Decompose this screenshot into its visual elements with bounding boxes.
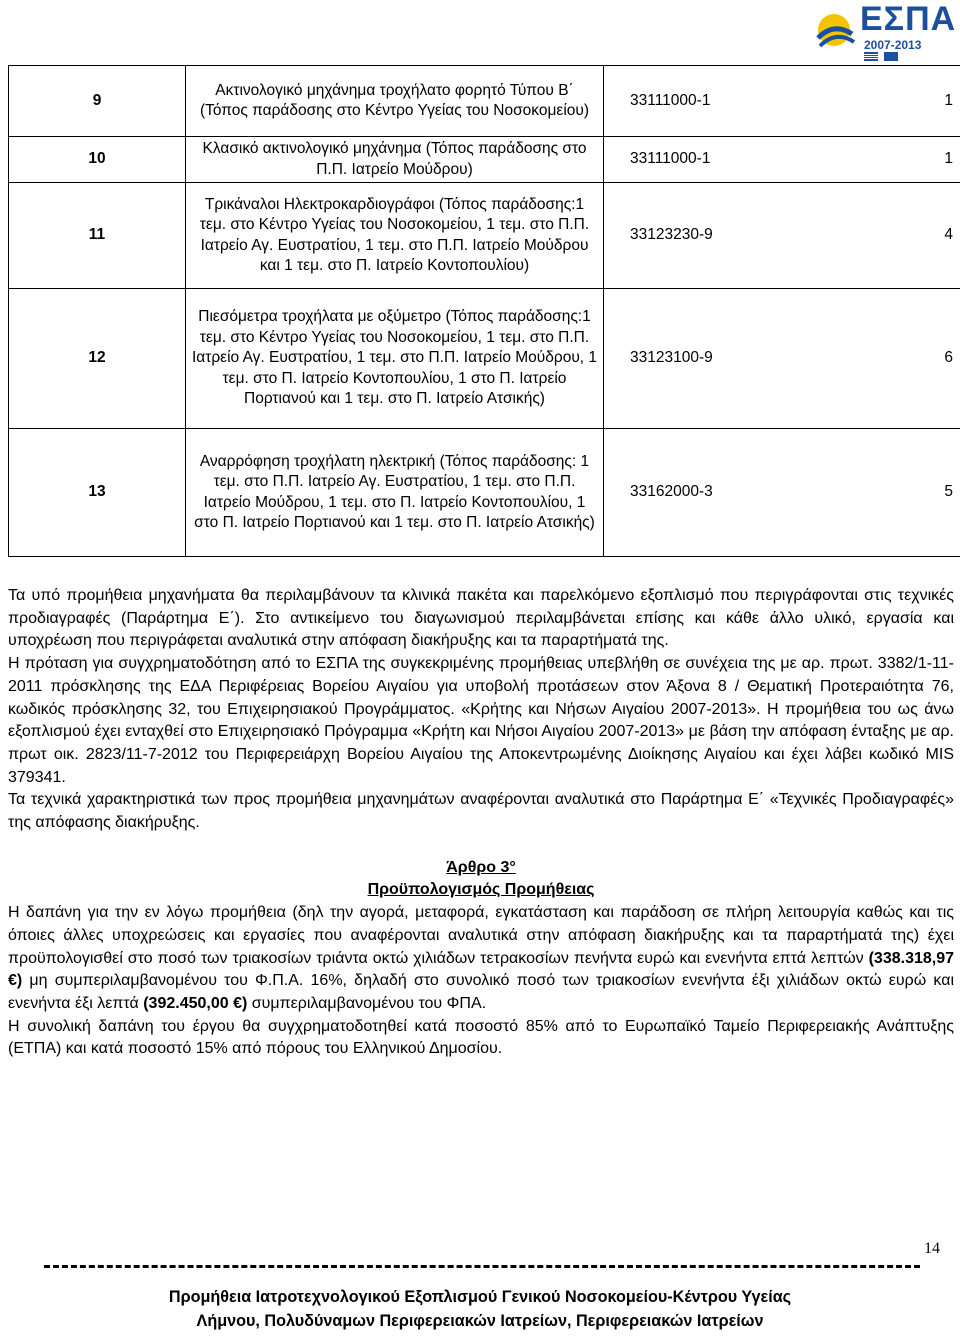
item-code-cell (604, 183, 960, 289)
item-quantity: 5 (944, 483, 953, 501)
item-description: Κλασικό ακτινολογικό μηχάνημα (Τόπος παράδοσης στο Π.Π. Ιατρείο Μούδρου) (186, 137, 604, 183)
page-number: 14 (924, 1240, 940, 1257)
greek-flag-icon (864, 52, 878, 61)
item-number: 12 (9, 289, 186, 429)
item-description: Ακτινολογικό μηχάνημα τροχήλατο φορητό Τύπου Β΄ (Τόπος παράδοσης στο Κέντρο Υγείας του Νοσοκομείου) (186, 66, 604, 137)
logo-years: 2007-2013 (864, 38, 922, 52)
item-cpv-code: 33162000-3 (630, 483, 713, 501)
footer-line-2: Λήμνου, Πολυδύναμων Περιφερειακών Ιατρείων, Περιφερειακών Ιατρείων (196, 1312, 764, 1330)
item-cpv-code: 33111000-1 (630, 91, 711, 109)
item-quantity: 1 (944, 91, 953, 109)
espa-logo (808, 0, 960, 64)
item-quantity: 4 (944, 226, 953, 244)
page-footer (0, 1285, 960, 1333)
paragraph-specs: Τα τεχνικά χαρακτηριστικά των προς προμήθεια μηχανημάτων αναφέρονται αναλυτικά στο Παράρτημα Ε΄ «Τεχνικές Προδιαγραφές» της απόφασης διακήρυξης. (8, 791, 954, 832)
table-row (9, 429, 960, 557)
table-row (9, 289, 960, 429)
item-description: Τρικάναλοι Ηλεκτροκαρδιογράφοι (Τόπος παράδοσης:1 τεμ. στο Κέντρο Υγείας του Νοσοκομείου, 1 τεμ. στο Π.Π. Ιατρείο Αγ. Ευστρατίου, 1 τεμ. στο Π.Π. Ιατρείο Μούδρου και 1 τεμ. στο Π. Ιατρείο Κοντοπουλίου) (186, 183, 604, 289)
footer-divider (44, 1265, 920, 1268)
paragraph-scope: Τα υπό προμήθεια μηχανήματα θα περιλαμβάνουν τα κλινικά πακέτα και παρελκόμενο εξοπλισμό που περιγράφονται στις τεχνικές προδιαγραφές (Παράρτημα Ε΄). Στο αντικείμενο του διαγωνισμού περιλαμβάνεται επίσης και κάθε άλλο υλικό, εργασία και υποχρέωση που περιγράφεται αναλυτικά στην απόφαση διακήρυξης και τα παραρτήματά της. (8, 587, 954, 650)
item-number: 9 (9, 66, 186, 137)
footer-line-1: Προμήθεια Ιατροτεχνολογικού Εξοπλισμού Γενικού Νοσοκομείου-Κέντρου Υγείας (168, 1288, 792, 1306)
budget-text-b: μη συμπεριλαμβανομένου του Φ.Π.Α. 16%, δηλαδή στο συνολικό ποσό των τριακοσίων ενενήντα έξι χιλιάδων οκτώ ευρώ και ενενήντα έξι λεπτά (8, 972, 954, 1012)
espa-emblem-icon (808, 0, 860, 64)
item-cpv-code: 33123230-9 (630, 226, 713, 244)
paragraph-budget (8, 902, 954, 1016)
item-number: 10 (9, 137, 186, 183)
table-row (9, 137, 960, 183)
item-code-cell (604, 289, 960, 429)
item-code-cell (604, 429, 960, 557)
item-cpv-code: 33111000-1 (630, 150, 711, 168)
item-description: Πιεσόμετρα τροχήλατα με οξύμετρο (Τόπος παράδοσης:1 τεμ. στο Κέντρο Υγείας του Νοσοκομείου, 1 τεμ. στο Π.Π. Ιατρείο Αγ. Ευστρατίου, 1 τεμ. στο Π.Π. Ιατρείο Μούδρου, 1 τεμ. στο Π. Ιατρείο Κοντοπουλίου, 1 στο Π. Ιατρείο Πορτιανού και 1 τεμ. στο Π. Ιατρείο Ατσικής) (186, 289, 604, 429)
article-subtitle: Προϋπολογισμός Προμήθειας (367, 881, 595, 899)
items-table (8, 65, 960, 557)
table-row (9, 66, 960, 137)
budget-amount-net: (338.318,97 €) (8, 949, 954, 990)
paragraph-funding: Η πρόταση για συγχρηματοδότηση από το ΕΣΠΑ της συγκεκριμένης προμήθειας υπεβλήθη σε συνέχεια της με αρ. πρωτ. 3382/1-11-2011 πρόσκλησης της ΕΔΑ Περιφέρειας Βορείου Αιγαίου για υποβολή προτάσεων στον Άξονα 8 / Θεματική Προτεραιότητα 76, κωδικός πρόσκλησης 32, του Επιχειρησιακού Προγράμματος. «Κρήτης και Νήσων Αιγαίου 2007-2013». Η προμήθεια του ως άνω εξοπλισμού έχει ενταχθεί στο Επιχειρησιακό Πρόγραμμα «Κρήτη και Νήσοι Αιγαίου 2007-2013» με βάση την απόφαση ένταξης με αρ. πρωτ οικ. 2823/11-7-2012 του Περιφερειάρχη Βορείου Αιγαίου της Αποκεντρωμένης Διοίκησης Αιγαίου και έχει λάβει κωδικό MIS 379341. (8, 655, 954, 786)
eu-flag-icon (884, 52, 898, 61)
item-quantity: 1 (944, 150, 953, 168)
item-description: Αναρρόφηση τροχήλατη ηλεκτρική (Τόπος παράδοσης: 1 τεμ. στο Π.Π. Ιατρείο Αγ. Ευστρατίου, 1 τεμ. στο Π.Π. Ιατρείο Μούδρου, 1 τεμ. στο Π. Ιατρείο Κοντοπουλίου, 1 στο Π. Ιατρείο Πορτιανού και 1 τεμ. στο Π. Ιατρείο Ατσικής) (186, 429, 604, 557)
item-code-cell (604, 137, 960, 183)
item-number: 13 (9, 429, 186, 557)
item-quantity: 6 (944, 349, 953, 367)
item-code-cell (604, 66, 960, 137)
table-row (9, 183, 960, 289)
paragraph-cofinancing: Η συνολική δαπάνη του έργου θα συγχρηματοδοτηθεί κατά ποσοστό 85% από το Ευρωπαϊκό Ταμείο Περιφερειακής Ανάπτυξης (ΕΤΠΑ) και κατά ποσοστό 15% από πόρους του Ελληνικού Δημοσίου. (8, 1017, 954, 1058)
item-number: 11 (9, 183, 186, 289)
logo-text: ΕΣΠΑ (860, 0, 957, 38)
document-body (8, 585, 954, 1061)
budget-amount-gross: (392.450,00 €) (143, 994, 248, 1012)
budget-text-a: Η δαπάνη για την εν λόγω προμήθεια (δηλ την αγορά, μεταφορά, εγκατάσταση και παράδοση σε πλήρη λειτουργία καθώς και τις όποιες άλλες υποχρεώσεις και εργασίες που αναφέρονται αναλυτικά στην απόφαση διακήρυξης και τα παραρτήματά της) έχει προϋπολογισθεί στο ποσό των τριακοσίων τριάντα οκτώ χιλιάδων τετρακοσίων πενήντα ευρώ και ενενήντα επτά λεπτών (8, 904, 954, 967)
article-title: Άρθρο 3° (446, 858, 516, 876)
item-cpv-code: 33123100-9 (630, 349, 713, 367)
budget-text-c: συμπεριλαμβανομένου του ΦΠΑ. (247, 994, 487, 1012)
